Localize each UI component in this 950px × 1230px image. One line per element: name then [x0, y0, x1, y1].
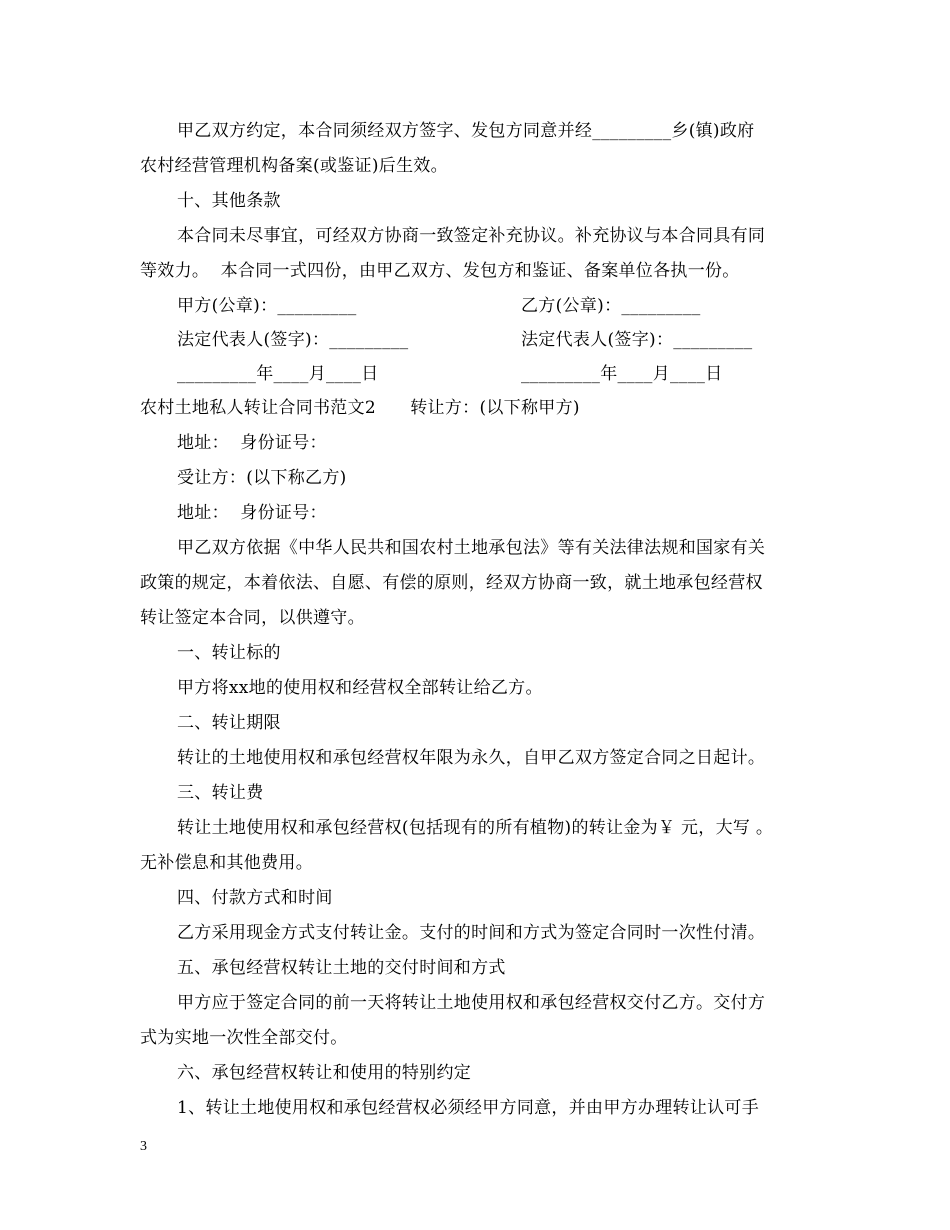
section-heading: 三、转让费: [177, 783, 264, 803]
paragraph-line: 政策的规定，本着依法、自愿、有偿的原则，经双方协商一致，就土地承包经营权: [140, 573, 763, 593]
party-b-seal-line: 乙方(公章)：_________: [521, 296, 701, 316]
paragraph-line: 转让的土地使用权和承包经营权年限为永久，自甲乙双方签定合同之日起计。: [177, 748, 766, 768]
party-a-seal-line: 甲方(公章)：_________: [177, 296, 357, 316]
paragraph-line: 转让签定本合同，以供遵守。: [140, 608, 365, 628]
paragraph-line: 甲方将xx地的使用权和经营权全部转让给乙方。: [177, 678, 543, 698]
paragraph-line: 等效力。 本合同一式四份，由甲乙双方、发包方和鉴证、备案单位各执一份。: [140, 261, 740, 281]
paragraph-line: 1、转让土地使用权和承包经营权必须经甲方同意，并由甲方办理转让认可手: [177, 1098, 760, 1118]
paragraph-line: 甲方应于签定合同的前一天将转让土地使用权和承包经营权交付乙方。交付方: [177, 993, 766, 1013]
section-heading: 四、付款方式和时间: [177, 888, 333, 908]
party-b-representative-line: 法定代表人(签字)：_________: [521, 330, 753, 350]
section-heading: 一、转让标的: [177, 643, 281, 663]
paragraph-line: 无补偿息和其他费用。: [140, 853, 313, 873]
section-heading: 二、转让期限: [177, 713, 281, 733]
document-title-line: 农村土地私人转让合同书范文2 转让方：(以下称甲方): [140, 398, 580, 418]
paragraph-line: 甲乙双方约定，本合同须经双方签字、发包方同意并经_________乡(镇)政府: [177, 121, 755, 141]
transferee-line: 受让方：(以下称乙方): [177, 468, 347, 488]
paragraph-line: 农村经营管理机构备案(或鉴证)后生效。: [140, 156, 448, 176]
paragraph-line: 乙方采用现金方式支付转让金。支付的时间和方式为签定合同时一次性付清。: [177, 923, 766, 943]
party-b-date-line: _________年____月____日: [521, 364, 723, 384]
paragraph-line: 式为实地一次性全部交付。: [140, 1028, 348, 1048]
paragraph-line: 转让土地使用权和承包经营权(包括现有的所有植物)的转让金为￥ 元，大写 。: [177, 818, 774, 838]
paragraph-line: 甲乙双方依据《中华人民共和国农村土地承包法》等有关法律法规和国家有关: [177, 538, 766, 558]
address-id-line: 地址： 身份证号：: [177, 433, 327, 453]
section-heading: 五、承包经营权转让土地的交付时间和方式: [177, 958, 506, 978]
paragraph-line: 本合同未尽事宜，可经双方协商一致签定补充协议。补充协议与本合同具有同: [177, 226, 766, 246]
address-id-line: 地址： 身份证号：: [177, 503, 327, 523]
section-heading: 六、承包经营权转让和使用的特别约定: [177, 1063, 472, 1083]
party-a-representative-line: 法定代表人(签字)：_________: [177, 330, 409, 350]
page-number: 3: [140, 1139, 147, 1154]
party-a-date-line: _________年____月____日: [177, 364, 379, 384]
section-heading: 十、其他条款: [177, 191, 281, 211]
